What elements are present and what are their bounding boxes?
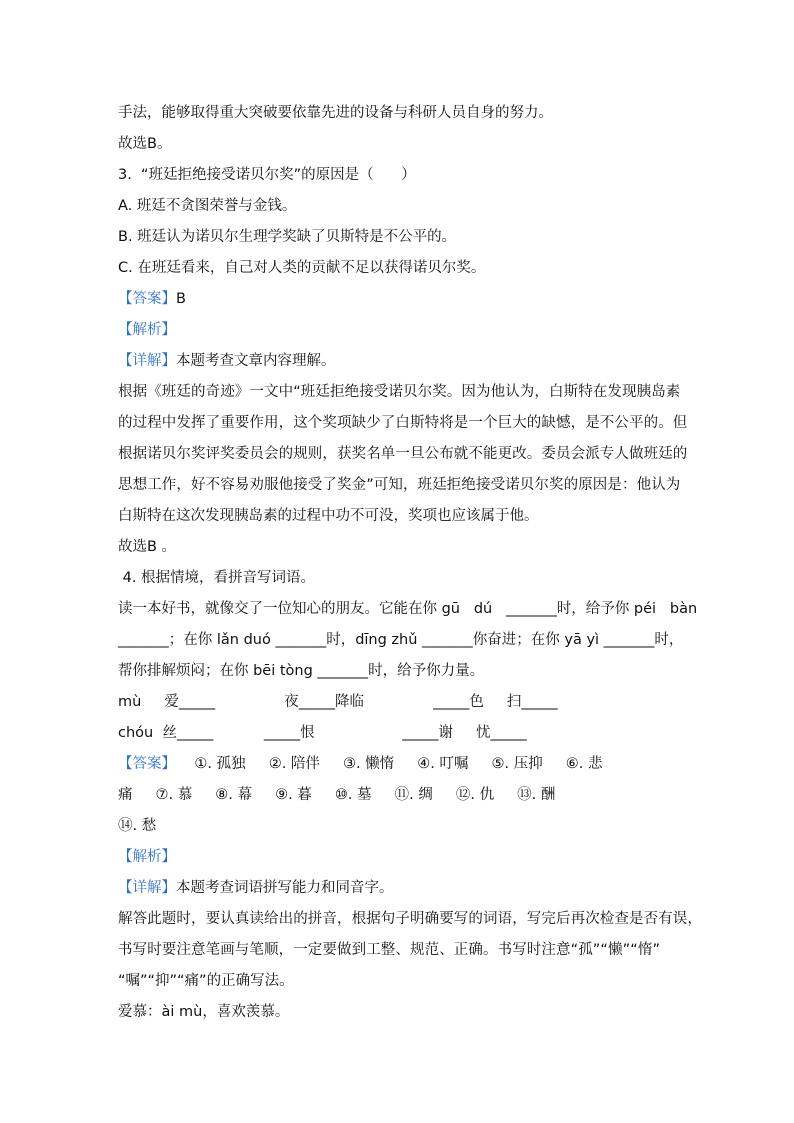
text-line: 根据诺贝尔奖评奖委员会的规则，获奖名单一旦公布就不能更改。委员会派专人做班廷的: [118, 446, 688, 462]
answer-line: 【答案】 ①. 孤独 ②. 陪伴 ③. 懒惰 ④. 叮嘱 ⑤. 压抑 ⑥. 悲: [118, 756, 603, 772]
text-line: “嘱”“抑”“痛”的正确写法。: [118, 973, 294, 989]
text-line: _______；在你 lǎn duó _______时，dīng zhǔ _______你奋进；在你 yā yì _______时，: [118, 632, 684, 648]
text-line: 思想工作，好不容易劝服他接受了奖金”可知，班廷拒绝接受诺贝尔奖的原因是：他认为: [118, 477, 681, 493]
text-line: 爱慕：ài mù，喜欢羡慕。: [118, 1004, 290, 1020]
answer-tag: 【答案】: [118, 291, 176, 307]
text-line: 根据《班廷的奇迹》一文中“班廷拒绝接受诺贝尔奖。因为他认为，白斯特在发现胰岛素: [118, 384, 681, 400]
text-line: ⑭. 愁: [118, 818, 157, 834]
text-line: 帮你排解烦闷；在你 bēi tòng _______时，给予你力量。: [118, 663, 485, 679]
text-line: 痛 ⑦. 慕 ⑧. 幕 ⑨. 暮 ⑩. 墓 ⑪. 绸 ⑫. 仇 ⑬. 酬: [118, 787, 556, 803]
option-a: A. 班廷不贪图荣誉与金钱。: [118, 198, 297, 214]
detail-tag: 【详解】: [118, 353, 176, 369]
answer-line: 【答案】B: [118, 291, 186, 307]
text-line: 故选B。: [118, 136, 172, 152]
analysis-line: [118, 842, 678, 873]
option-c: C. 在班廷看来，自己对人类的贡献不足以获得诺贝尔奖。: [118, 260, 486, 276]
text-line: 白斯特在这次发现胰岛素的过程中功不可没，奖项也应该属于他。: [118, 508, 539, 524]
text-line: 故选B 。: [118, 539, 177, 555]
pinyin-row-mu: mù 爱_____ 夜_____降临 _____色 扫_____: [118, 694, 558, 710]
pinyin-row-chou: chóu 丝_____ _____恨 _____谢 忧_____: [118, 725, 527, 741]
text-line: 解答此题时，要认真读给出的拼音，根据句子明确要写的词语，写完后再次检查是否有误，: [118, 911, 702, 927]
question-3: 3. “班廷拒绝接受诺贝尔奖”的原因是（ ）: [118, 167, 416, 183]
analysis-tag: 【解析】: [118, 322, 176, 338]
analysis-line: [118, 315, 678, 346]
text-line: 的过程中发挥了重要作用，这个奖项缺少了白斯特将是一个巨大的缺憾，是不公平的。但: [118, 415, 688, 431]
text-line: 读一本好书，就像交了一位知心的朋友。它能在你 gū dú _______时，给予你 péi bàn: [118, 601, 698, 617]
detail-tag: 【详解】: [118, 880, 176, 896]
document-page: [118, 98, 702, 1028]
text-line: 手法，能够取得重大突破要依靠先进的设备与科研人员自身的努力。: [118, 105, 553, 121]
analysis-tag: 【解析】: [118, 849, 176, 865]
detail-line: 【详解】本题考查词语拼写能力和同音字。: [118, 880, 394, 896]
text-line: 书写时要注意笔画与笔顺，一定要做到工整、规范、正确。书写时注意“孤”“懒”“惰”: [118, 942, 661, 958]
answer-tag: 【答案】: [118, 756, 176, 772]
option-b: B. 班廷认为诺贝尔生理学奖缺了贝斯特是不公平的。: [118, 229, 457, 245]
question-4: 4. 根据情境，看拼音写词语。: [118, 570, 316, 586]
detail-line: 【详解】本题考查文章内容理解。: [118, 353, 336, 369]
